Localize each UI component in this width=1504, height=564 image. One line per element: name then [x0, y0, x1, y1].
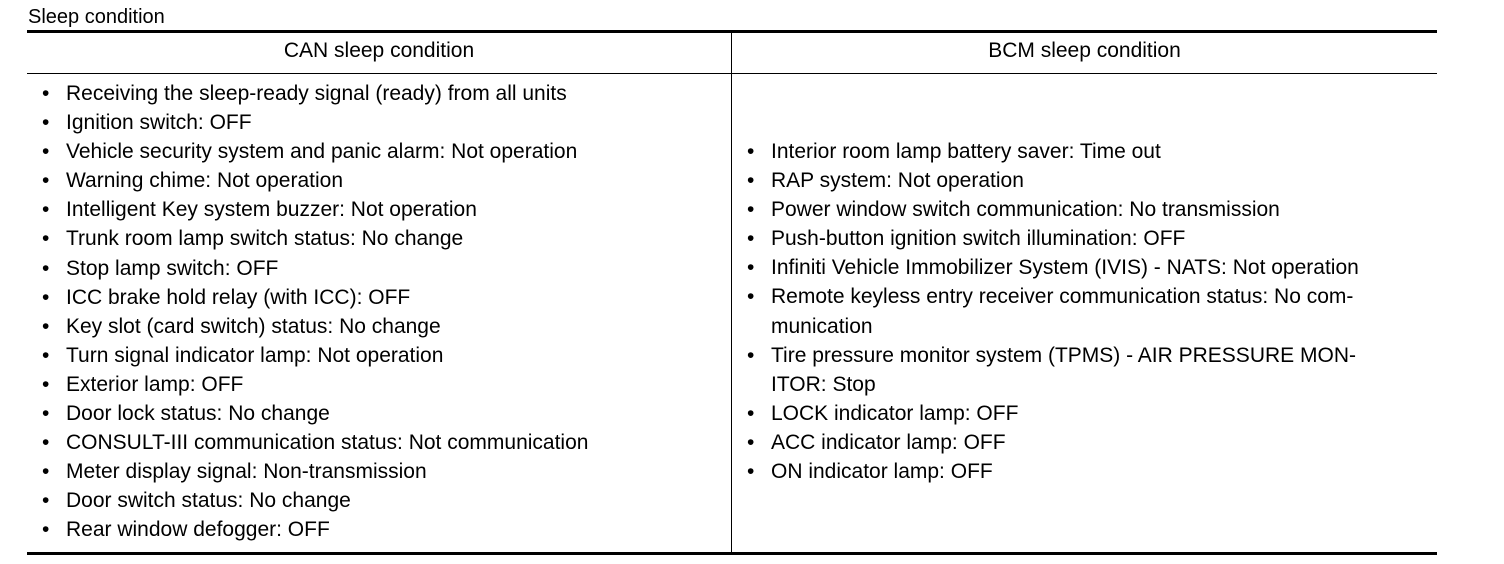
- list-item: • Intelligent Key system buzzer: Not operation: [42, 195, 722, 224]
- list-item-text: ACC indicator lamp: OFF: [771, 430, 1006, 454]
- can-condition-list: [42, 79, 722, 545]
- list-item-text: • Tire pressure monitor system (TPMS) - AIR PRESSURE MON-: [771, 343, 1356, 367]
- list-item-text: • Remote keyless entry receiver communication status: No com-: [771, 285, 1354, 309]
- list-item: • Trunk room lamp switch status: No change: [42, 224, 722, 253]
- header-rule: [27, 73, 1437, 74]
- list-item: • Turn signal indicator lamp: Not operation: [42, 341, 722, 370]
- list-item: [747, 166, 1437, 195]
- list-item: • Stop lamp switch: OFF: [42, 254, 722, 283]
- list-item: [747, 253, 1437, 282]
- list-item: • Door switch status: No change: [42, 486, 722, 515]
- list-item-text: Infiniti Vehicle Immobilizer System (IVIS) - NATS: Not operation: [771, 256, 1359, 280]
- list-item-text: ON indicator lamp: OFF: [771, 460, 993, 484]
- list-item: [747, 399, 1437, 428]
- list-item: • Rear window defogger: OFF: [42, 515, 722, 544]
- list-item: • Exterior lamp: OFF: [42, 370, 722, 399]
- can-sleep-header: CAN sleep condition: [283, 39, 475, 62]
- table-bottom-rule: [27, 552, 1437, 555]
- column-divider: [731, 33, 732, 552]
- table-caption: Sleep condition: [28, 6, 165, 28]
- list-item: [747, 137, 1437, 166]
- list-item: • CONSULT-III communication status: Not communication: [42, 428, 722, 457]
- list-item: • Vehicle security system and panic alarm: Not operation: [42, 137, 722, 166]
- list-item: [747, 341, 1437, 399]
- list-item: • Key slot (card switch) status: No change: [42, 312, 722, 341]
- list-item-text: Power window switch communication: No transmission: [771, 198, 1280, 222]
- list-item: [747, 428, 1437, 457]
- list-item: • Receiving the sleep-ready signal (ready) from all units: [42, 79, 722, 108]
- bcm-sleep-header: BCM sleep condition: [988, 39, 1181, 62]
- list-item: • Meter display signal: Non-transmission: [42, 457, 722, 486]
- bcm-condition-list: [747, 137, 1437, 486]
- list-item-text: RAP system: Not operation: [771, 169, 1024, 193]
- list-item: • Door lock status: No change: [42, 399, 722, 428]
- list-item-text-continued: ITOR: Stop: [771, 372, 876, 396]
- list-item: [747, 282, 1437, 340]
- list-item: • Warning chime: Not operation: [42, 166, 722, 195]
- list-item-text-continued: munication: [771, 314, 873, 338]
- list-item: [747, 224, 1437, 253]
- list-item: [747, 195, 1437, 224]
- list-item: • ICC brake hold relay (with ICC): OFF: [42, 283, 722, 312]
- list-item-text: Push-button ignition switch illumination: OFF: [771, 227, 1186, 251]
- list-item-text: Interior room lamp battery saver: Time out: [771, 140, 1161, 163]
- list-item: [747, 457, 1437, 486]
- list-item: • Ignition switch: OFF: [42, 108, 722, 137]
- list-item-text: LOCK indicator lamp: OFF: [771, 401, 1019, 425]
